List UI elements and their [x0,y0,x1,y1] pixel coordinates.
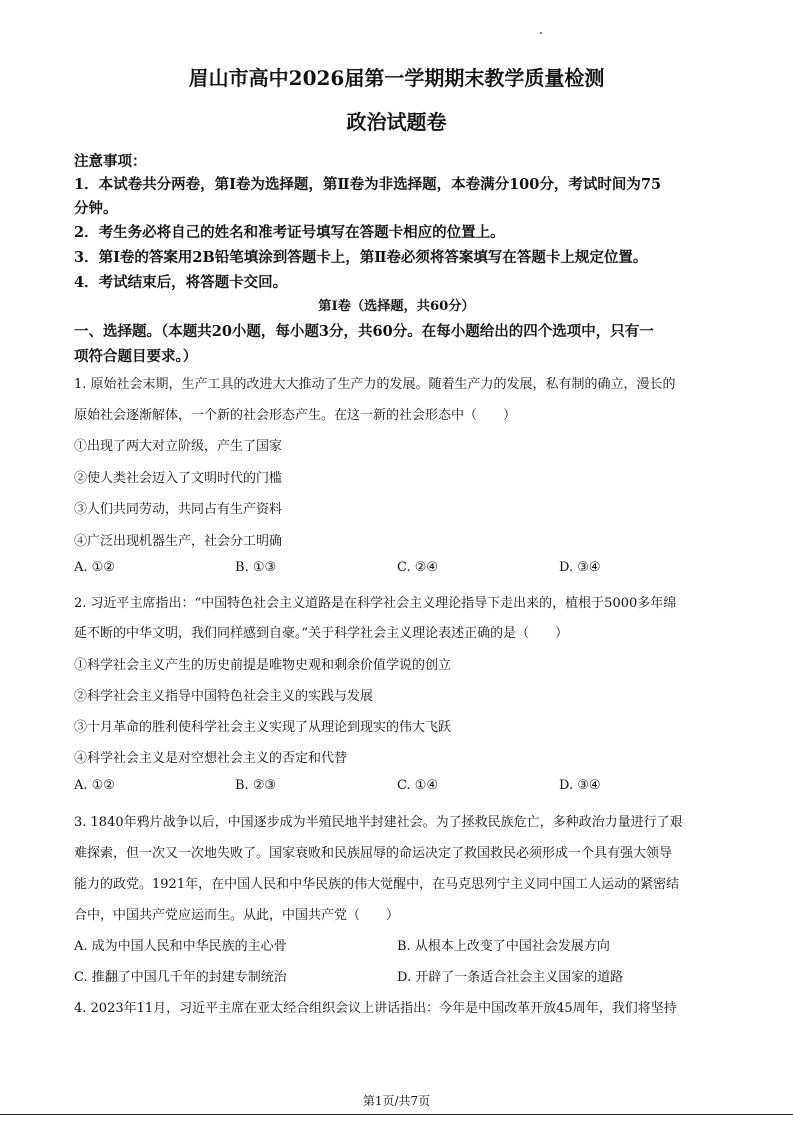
question-1-option-d[interactable]: D. ③④ [559,560,601,575]
section-title: 第Ⅰ卷（选择题，共60分） [318,299,475,314]
question-2-option-b[interactable]: B. ②③ [235,778,277,793]
section-instruction: 项符合题目要求。） [74,348,198,365]
question-2-statement: ④科学社会主义是对空想社会主义的否定和代替 [74,751,348,766]
question-2-statement: ②科学社会主义指导中国特色社会主义的实践与发展 [74,689,374,704]
section-instruction: 一、选择题。（本题共20小题，每小题3分，共60分。在每小题给出的四个选项中，只有一 [74,323,654,340]
question-2-option-c[interactable]: C. ①④ [397,778,439,793]
question-2-statement: ③十月革命的胜利使科学社会主义实现了从理论到现实的伟大飞跃 [74,720,452,735]
note-item: 分钟。 [74,200,118,217]
question-4-stem: 4. 2023年11月，习近平主席在亚太经合组织会议上讲话指出：今年是中国改革开放45周年，我们将坚持 [74,1001,677,1016]
question-3-option-d[interactable]: D. 开辟了一条适合社会主义国家的道路 [397,970,624,985]
scan-dot [540,32,542,34]
question-1-stem: 1. 原始社会末期，生产工具的改进大大推动了生产力的发展。随着生产力的发展，私有制的确立，漫长的 [74,377,676,392]
page-subtitle: 政治试题卷 [346,110,447,134]
page-title: 眉山市高中2026届第一学期期末教学质量检测 [188,66,605,90]
question-2-statement: ①科学社会主义产生的历史前提是唯物史观和剩余价值学说的创立 [74,658,452,673]
question-3-stem: 难探索，但一次又一次地失败了。国家衰败和民族屈辱的命运决定了救国救民必须形成一个具有强大领导 [74,846,673,861]
question-1-statement: ①出现了两大对立阶级，产生了国家 [74,439,283,454]
note-item: 1．本试卷共分两卷，第Ⅰ卷为选择题，第Ⅱ卷为非选择题，本卷满分100分，考试时间为75 [74,176,662,193]
question-3-option-b[interactable]: B. 从根本上改变了中国社会发展方向 [397,939,610,954]
question-2-stem: 延不断的中华文明，我们同样感到自豪。”关于科学社会主义理论表述正确的是（ ） [74,626,569,641]
question-1-option-c[interactable]: C. ②④ [397,560,439,575]
question-3-stem: 3. 1840年鸦片战争以后，中国逐步成为半殖民地半封建社会。为了拯救民族危亡，多种政治力量进行了艰 [74,815,683,830]
footer-divider [0,1114,793,1115]
question-2-option-a[interactable]: A. ①② [74,778,115,793]
note-item: 3．第Ⅰ卷的答案用2B铅笔填涂到答题卡上，第Ⅱ卷必须将答案填写在答题卡上规定位置。 [74,249,648,266]
note-item: 4．考试结束后，将答题卡交回。 [74,274,288,291]
question-3-option-a[interactable]: A. 成为中国人民和中华民族的主心骨 [74,939,287,954]
question-1-statement: ④广泛出现机器生产，社会分工明确 [74,534,283,549]
question-1-statement: ③人们共同劳动，共同占有生产资料 [74,502,283,517]
page-number: 第1页/共7页 [362,1094,431,1108]
question-1-option-b[interactable]: B. ①③ [235,560,277,575]
note-item: 2．考生务必将自己的姓名和准考证号填写在答题卡相应的位置上。 [74,224,505,241]
question-3-stem: 能力的政党。1921年，在中国人民和中华民族的伟大觉醒中，在马克思列宁主义同中国工人运动的紧密结 [74,877,680,892]
question-3-option-c[interactable]: C. 推翻了中国几千年的封建专制统治 [74,970,287,985]
question-1-stem: 原始社会逐渐解体，一个新的社会形态产生。在这一新的社会形态中（ ） [74,408,517,423]
question-1-statement: ②使人类社会迈入了文明时代的门槛 [74,471,283,486]
notes-heading: 注意事项： [74,153,147,170]
question-1-option-a[interactable]: A. ①② [74,560,115,575]
question-2-stem: 2. 习近平主席指出：“中国特色社会主义道路是在科学社会主义理论指导下走出来的，植根于5000多年绵 [74,596,677,611]
question-2-option-d[interactable]: D. ③④ [559,778,601,793]
question-3-stem: 合中，中国共产党应运而生。从此，中国共产党（ ） [74,908,400,923]
